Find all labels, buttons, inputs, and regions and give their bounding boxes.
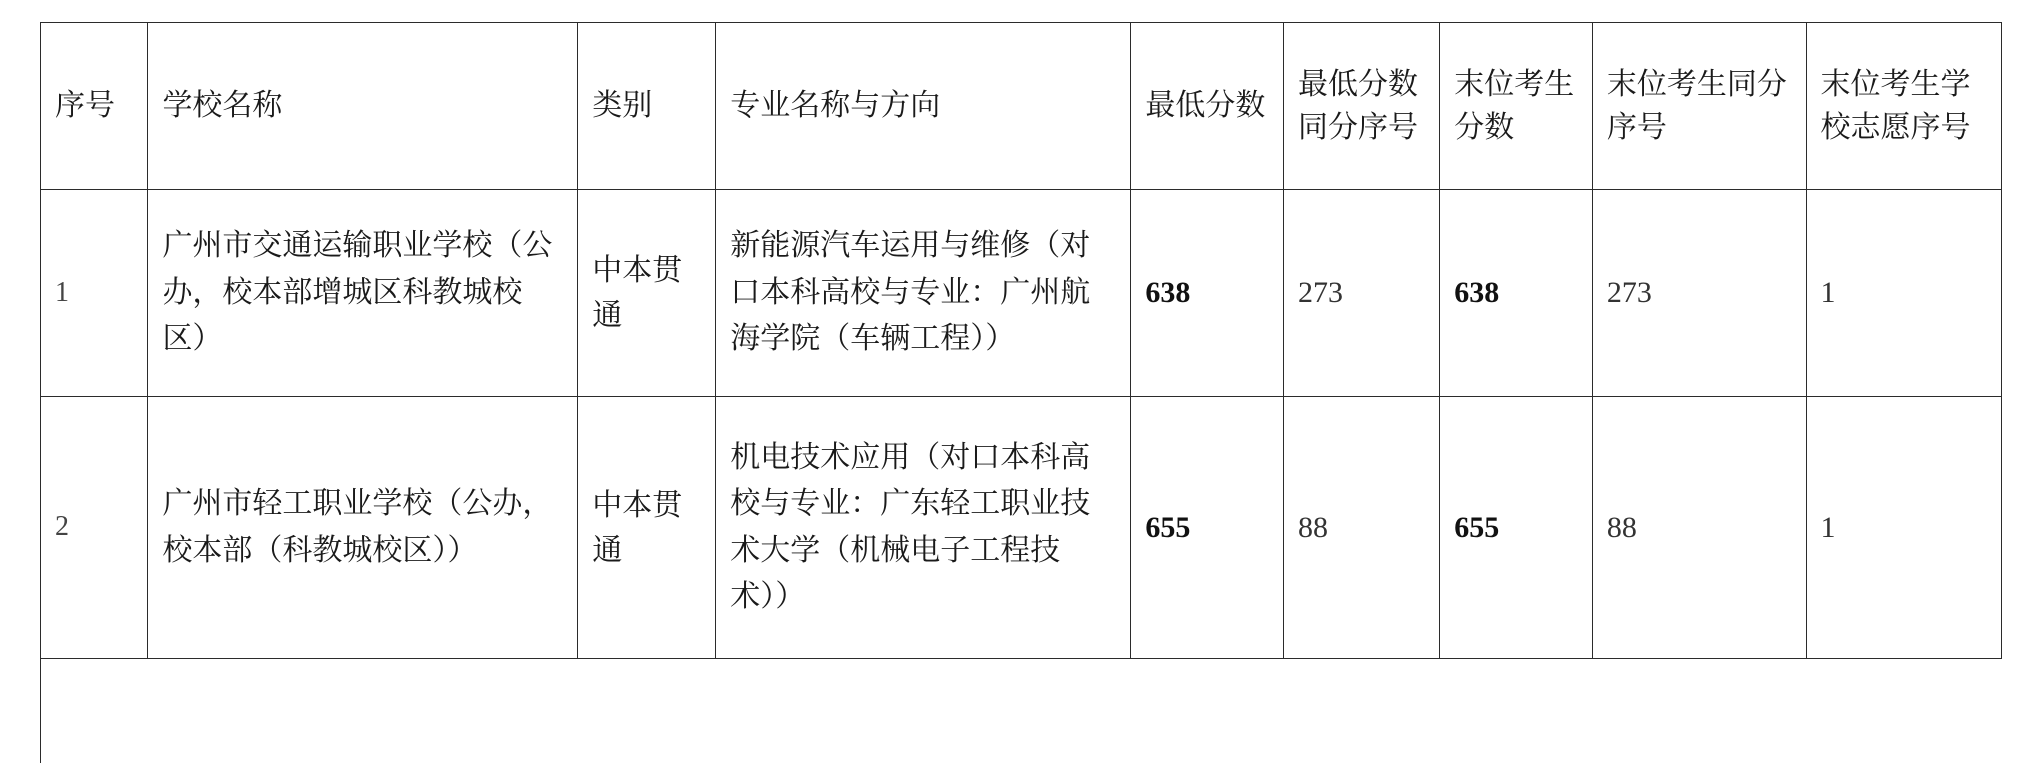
cell-major: 新能源汽车运用与维修（对口本科高校与专业：广州航海学院（车辆工程）） <box>716 190 1131 397</box>
cell-last-candidate-choice-order: 1 <box>1806 190 2001 397</box>
cell-category: 中本贯通 <box>578 190 716 397</box>
header-school-name: 学校名称 <box>148 23 578 190</box>
header-category: 类别 <box>578 23 716 190</box>
cell-min-score-rank: 88 <box>1283 397 1439 659</box>
table-left-border-continuation <box>40 560 41 763</box>
cell-index: 2 <box>41 397 148 659</box>
table-header <box>41 23 2002 190</box>
cell-last-candidate-rank: 273 <box>1592 190 1806 397</box>
header-last-candidate-score: 末位考生分数 <box>1440 23 1593 190</box>
cell-category: 中本贯通 <box>578 397 716 659</box>
header-last-candidate-rank: 末位考生同分序号 <box>1592 23 1806 190</box>
cell-major: 机电技术应用（对口本科高校与专业：广东轻工职业技术大学（机械电子工程技术）） <box>716 397 1131 659</box>
cell-min-score-rank: 273 <box>1283 190 1439 397</box>
cell-index: 1 <box>41 190 148 397</box>
cell-min-score: 638 <box>1131 190 1284 397</box>
cell-school-name: 广州市轻工职业学校（公办，校本部（科教城校区）） <box>148 397 578 659</box>
header-min-score: 最低分数 <box>1131 23 1284 190</box>
score-table-container <box>40 22 2002 659</box>
cell-last-candidate-choice-order: 1 <box>1806 397 2001 659</box>
cell-last-candidate-rank: 88 <box>1592 397 1806 659</box>
header-min-score-rank: 最低分数同分序号 <box>1283 23 1439 190</box>
cell-min-score: 655 <box>1131 397 1284 659</box>
cell-school-name: 广州市交通运输职业学校（公办，校本部增城区科教城校区） <box>148 190 578 397</box>
header-row <box>41 23 2002 190</box>
table-body <box>41 190 2002 659</box>
header-index: 序号 <box>41 23 148 190</box>
header-last-candidate-choice-order: 末位考生学校志愿序号 <box>1806 23 2001 190</box>
table-row <box>41 190 2002 397</box>
header-major: 专业名称与方向 <box>716 23 1131 190</box>
table-row <box>41 397 2002 659</box>
admission-score-table <box>40 22 2002 659</box>
cell-last-candidate-score: 638 <box>1440 190 1593 397</box>
cell-last-candidate-score: 655 <box>1440 397 1593 659</box>
